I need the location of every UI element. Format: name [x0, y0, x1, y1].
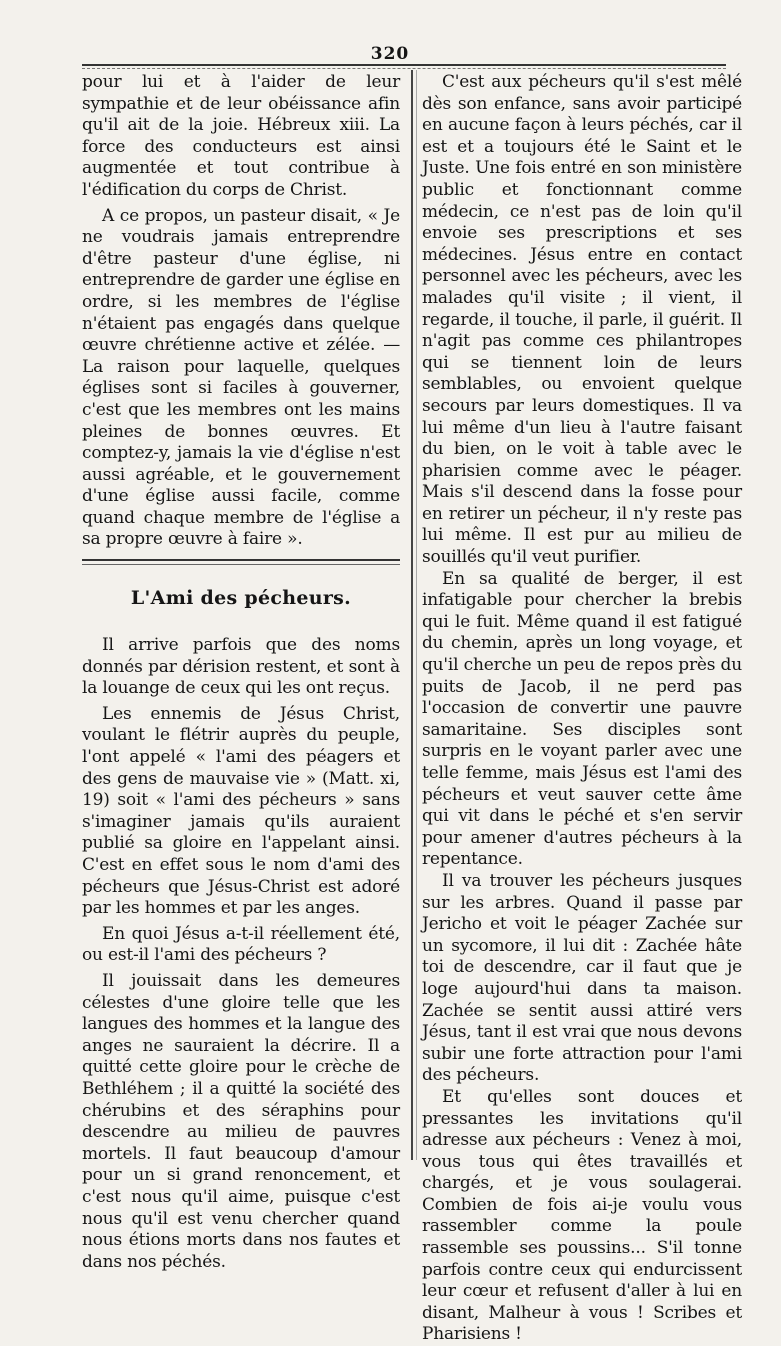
paragraph: Il va trouver les pécheurs jusques sur les arbres. Quand il passe par Jericho et voit le péager Zachée sur un sycomore, il lui dit : Zachée hâte toi de descendre, car il faut que je loge aujourd'hui dans ta maison. Zachée se sentit aussi attiré vers Jésus, tant il est vrai que nous devons subir une forte attraction pour l'ami des pécheurs.: [422, 870, 742, 1086]
paragraph: Il arrive parfois que des noms donnés par dérision restent, et sont à la louange de ceux qui les ont reçus.: [82, 635, 400, 699]
section-divider: [82, 559, 400, 561]
paragraph: pour lui et à l'aider de leur sympathie et de leur obéissance afin qu'il ait de la joie. Hébreux xiii. La force des conducteurs est ainsi augmentée et tout contribue à l'édification du corps de Christ.: [82, 72, 400, 200]
paragraph: Il jouissait dans les demeures célestes d'une gloire telle que les langues des hommes et la langue des anges ne sauraient la décrire. Il a quitté cette gloire pour le crèche de Bethléhem ; il a quitté la société des chérubins et des séraphins pour descendre au milieu de pauvres mortels. Il faut beaucoup d'amour pour un si grand renoncement, et c'est nous qu'il aime, puisque c'est nous qu'il est venu chercher quand nous étions morts dans nos fautes et dans nos péchés.: [82, 970, 400, 1272]
paragraph: Et qu'elles sont douces et pressantes les invitations qu'il adresse aux pécheurs : Venez à moi, vous tous qui êtes travaillés et chargés, et je vous soulagerai. Combien de fois ai-je voulu vous rassembler comme la poule rassemble ses poussins... S'il tonne parfois contre ceux qui endurcissent leur cœur et refusent d'aller à lui en disant, Malheur à vous ! Scribes et Pharisiens !: [422, 1086, 742, 1345]
paragraph: Les ennemis de Jésus Christ, voulant le flétrir auprès du peuple, l'ont appelé « l'ami des péagers et des gens de mauvaise vie » (Matt. xi, 19) soit « l'ami des pécheurs » sans s'imaginer jamais qu'ils auraient publié sa gloire en l'appelant ainsi. C'est en effet sous le nom d'ami des pécheurs que Jésus-Christ est adoré par les hommes et par les anges.: [82, 703, 400, 919]
page-number: 320: [370, 44, 410, 64]
paragraph: A ce propos, un pasteur disait, « Je ne voudrais jamais entreprendre d'être pasteur d'une église, ni entreprendre de garder une église en ordre, si les membres de l'église n'étaient pas engagés dans quelque œuvre chrétienne active et zélée. — La raison pour laquelle, quelques églises sont si faciles à gouverner, c'est que les membres ont les mains pleines de bonnes œuvres. Et comptez-y, jamais la vie d'église n'est aussi agréable, et le gouvernement d'une église aussi facile, comme quand chaque membre de l'église a sa propre œuvre à faire ».: [82, 205, 400, 550]
left-column: [82, 72, 400, 1273]
paragraph: En quoi Jésus a-t-il réellement été, ou est-il l'ami des pécheurs ?: [82, 923, 400, 966]
paragraph: C'est aux pécheurs qu'il s'est mêlé dès son enfance, sans avoir participé en aucune façon à leurs péchés, car il est et a toujours été le Saint et le Juste. Une fois entré en son ministère public et fonctionnant comme médecin, ce n'est pas de loin qu'il envoie ses prescriptions et ses médecines. Jésus entre en contact personnel avec les pécheurs, avec les malades qu'il visite ; il vient, il regarde, il touche, il parle, il guérit. Il n'agit pas comme ces philantropes qui se tiennent loin de leurs semblables, ou envoient quelque secours par leurs domestiques. Il va lui même d'un lieu à l'autre faisant du bien, on le voit à table avec le pharisien comme avec le péager. Mais s'il descend dans la fosse pour en retirer un pécheur, il n'y reste pas lui même. Il est pur au milieu de souillés qu'il veut purifier.: [422, 72, 742, 568]
header-rule: [82, 64, 726, 66]
paragraph: En sa qualité de berger, il est infatigable pour chercher la brebis qui le fuit. Même quand il est fatigué du chemin, après un long voyage, et qu'il cherche un peu de repos près du puits de Jacob, il ne perd pas l'occasion de convertir une pauvre samaritaine. Ses disciples sont surpris en le voyant parler avec une telle femme, mais Jésus est l'ami des pécheurs et veut sauver cette âme qui vit dans le péché et s'en servir pour amener d'autres pécheurs à la repentance.: [422, 568, 742, 870]
section-title: L'Ami des pécheurs.: [130, 587, 352, 610]
right-column: [422, 72, 742, 1346]
section-divider-thin: [82, 564, 400, 565]
column-divider: [411, 70, 413, 1160]
